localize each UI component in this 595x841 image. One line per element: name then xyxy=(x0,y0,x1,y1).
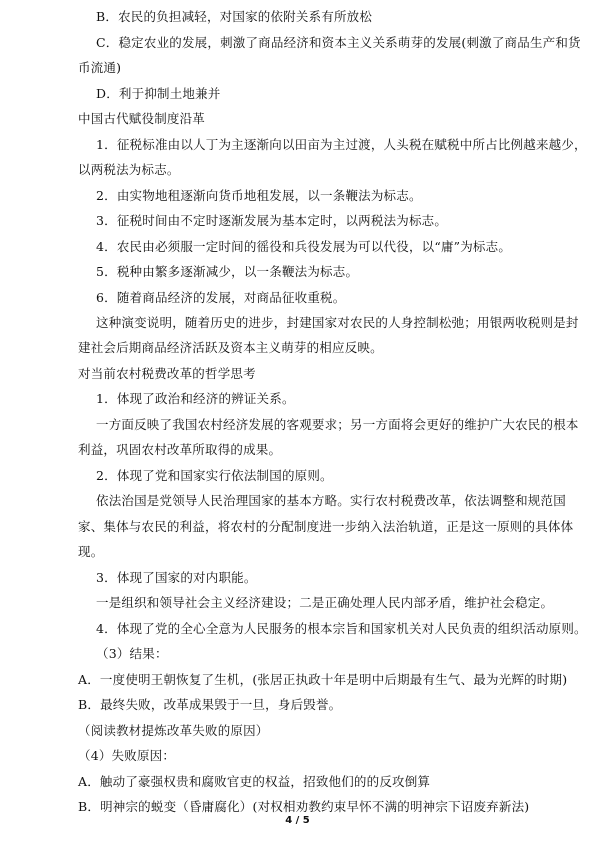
section-heading: 对当前农村税费改革的哲学思考 xyxy=(78,366,256,381)
text-line: 2．由实物地租逐渐向货币地租发展，以一条鞭法为标志。 xyxy=(96,188,422,203)
text-line: 3．体现了国家的对内职能。 xyxy=(96,570,257,585)
text-line: 家、集体与农民的利益，将农村的分配制度进一步纳入法治轨道，正是这一原则的具体体 xyxy=(78,519,574,534)
text-line: 3．征税时间由不定时逐渐发展为基本定时，以两税法为标志。 xyxy=(96,213,448,228)
text-line: A．触动了豪强权贵和腐败官吏的权益，招致他们的的反攻倒算 xyxy=(78,774,431,789)
text-line: 6．随着商品经济的发展，对商品征收重税。 xyxy=(96,290,346,305)
text-line: 2．体现了党和国家实行依法制国的原则。 xyxy=(96,468,333,483)
text-line: 1．征税标准由以人丁为主逐渐向以田亩为主过渡，人头税在赋税中所占比例越来越少， xyxy=(96,137,587,152)
section-heading: 中国古代赋役制度沿革 xyxy=(78,111,206,126)
text-line: （4）失败原因： xyxy=(78,748,176,763)
text-line: B．最终失败，改革成果毁于一旦，身后毁誉。 xyxy=(78,697,342,712)
text-line: 一是组织和领导社会主义经济建设；二是正确处理人民内部矛盾，维护社会稳定。 xyxy=(96,595,554,610)
text-line: 依法治国是党领导人民治理国家的基本方略。实行农村税费改革，依法调整和规范国 xyxy=(96,493,566,508)
text-line: 以两税法为标志。 xyxy=(78,162,180,177)
text-line: （阅读教材提炼改革失败的原因） xyxy=(78,723,269,738)
text-line: 利益，巩固农村改革所取得的成果。 xyxy=(78,442,282,457)
text-line: 币流通) xyxy=(78,60,122,75)
text-line: 建社会后期商品经济活跃及资本主义萌芽的相应反映。 xyxy=(78,340,383,355)
text-line: B．农民的负担减轻，对国家的依附关系有所放松 xyxy=(96,9,373,24)
text-line: 这种演变说明，随着历史的进步，封建国家对农民的人身控制松弛；用银两收税则是封 xyxy=(96,315,579,330)
text-line: 5．税种由繁多逐渐减少，以一条鞭法为标志。 xyxy=(96,264,359,279)
text-line: A．一度使明王朝恢复了生机，(张居正执政十年是明中后期最有生气、最为光辉的时期) xyxy=(78,672,568,687)
text-line: B．明神宗的蜕变（昏庸腐化）(对权相劝教约束早怀不满的明神宗下诏废弃新法) xyxy=(78,799,530,814)
page-number: 4 / 5 xyxy=(285,815,310,826)
text-line: D．利于抑制土地兼并 xyxy=(96,86,221,101)
text-line: 4．农民由必须服一定时间的徭役和兵役发展为可以代役，以“庸”为标志。 xyxy=(96,239,512,254)
text-line: 4．体现了党的全心全意为人民服务的根本宗旨和国家机关对人民负责的组织活动原则。 xyxy=(96,621,587,636)
text-line: （3）结果： xyxy=(96,646,168,661)
text-line: 现。 xyxy=(78,544,104,559)
text-line: 1．体现了政治和经济的辨证关系。 xyxy=(96,391,295,406)
text-line: C．稳定农业的发展，刺激了商品经济和资本主义关系萌芽的发展(刺激了商品生产和货 xyxy=(96,35,581,50)
text-line: 一方面反映了我国农村经济发展的客观要求；另一方面将会更好的维护广大农民的根本 xyxy=(96,417,579,432)
